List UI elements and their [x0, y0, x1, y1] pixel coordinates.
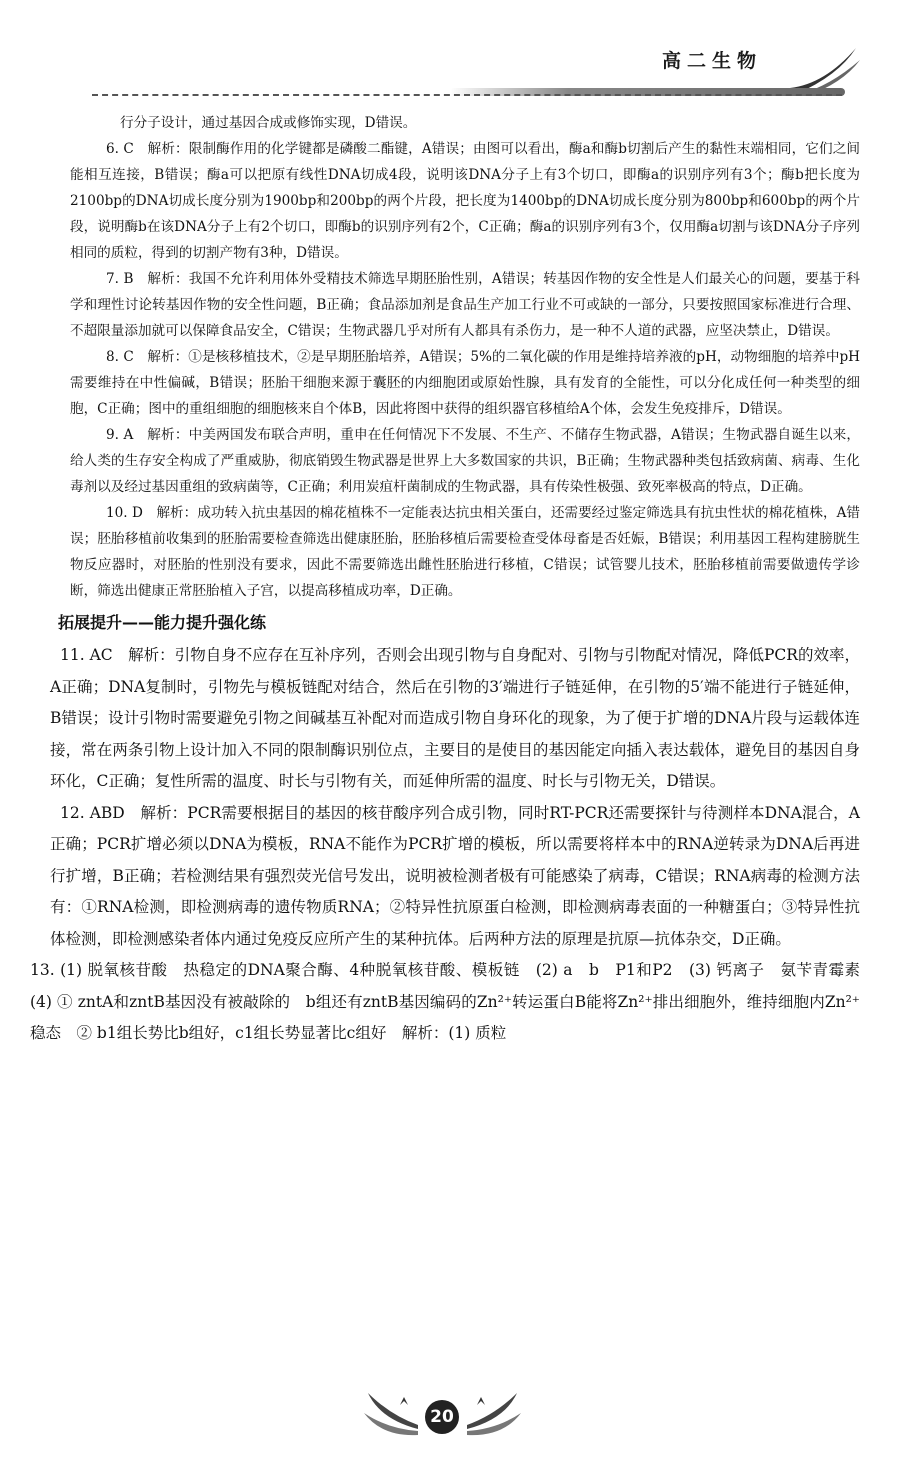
leaf-decoration-icon [465, 1385, 525, 1445]
page-footer [360, 1385, 540, 1445]
page-header [0, 38, 915, 98]
answer-8: 8. C 解析：①是核移植技术，②是早期胚胎培养，A错误；5%的二氧化碳的作用是维持培养液的pH，动物细胞的培养中pH需要维持在中性偏碱，B错误；胚胎干细胞来源于囊胚的内细胞团或原始性腺，具有发育的全能性，可以分化成任何一种类型的细胞，C正确；图中的重组细胞的细胞核来自个体B，因此将图中获得的组织器官移植给A个体，会发生免疫排斥，D错误。 [70, 349, 860, 417]
answer-content [30, 110, 876, 1050]
header-divider [92, 94, 842, 96]
answer-7: 7. B 解析：我国不允许利用体外受精技术筛选早期胚胎性别，A错误；转基因作物的安全性是人们最关心的问题，要基于科学和理性讨论转基因作物的安全性问题，B正确；食品添加剂是食品生产加工行业不可或缺的一部分，只要按照国家标准进行合理、不超限量添加就可以保障食品安全，C错误；生物武器几乎对所有人都具有杀伤力，是一种不人道的武器，应坚决禁止，D错误。 [70, 271, 860, 339]
answer-11: 11. AC 解析：引物自身不应存在互补序列，否则会出现引物与自身配对、引物与引物配对情况，降低PCR的效率，A正确；DNA复制时，引物先与模板链配对结合，然后在引物的3′端进行子链延伸，在引物的5′端不能进行子链延伸，B错误；设计引物时需要避免引物之间碱基互补配对而造成引物自身环化的现象，为了便于扩增的DNA片段与运载体连接，常在两条引物上设计加入不同的限制酶识别位点，主要目的是使目的基因能定向插入表达载体，避免目的基因自身环化，C正确；复性所需的温度、时长与引物有关，而延伸所需的温度、时长与引物无关，D错误。 [50, 646, 860, 790]
answer-12: 12. ABD 解析：PCR需要根据目的基因的核苷酸序列合成引物，同时RT-PCR还需要探针与待测样本DNA混合，A正确；PCR扩增必须以DNA为模板，RNA不能作为PCR扩增的模板，所以需要将样本中的RNA逆转录为DNA后再进行扩增，B正确；若检测结果有强烈荧光信号发出，说明被检测者极有可能感染了病毒，C错误；RNA病毒的检测方法有：①RNA检测，即检测病毒的遗传物质RNA；②特异性抗原蛋白检测，即检测病毒表面的一种糖蛋白；③特异性抗体检测，即检测感染者体内通过免疫反应所产生的某种抗体。后两种方法的原理是抗原—抗体杂交，D正确。 [50, 803, 860, 948]
answer-6: 6. C 解析：限制酶作用的化学键都是磷酸二酯键，A错误；由图可以看出，酶a和酶b切割后产生的黏性末端相同，它们之间能相互连接，B错误；酶a可以把原有线性DNA切成4段，说明该DNA分子上有3个切口，即酶a的识别序列有3个；酶b把长度为2100bp的DNA切成长度分别为1900bp和200bp的两个片段，把长度为1400bp的DNA切成长度分别为800bp和600bp的两个片段，说明酶b在该DNA分子上有2个切口，即酶b的识别序列有2个，C正确；酶a的识别序列有3个，仅用酶a切割与该DNA分子序列相同的质粒，得到的切割产物有3种，D错误。 [70, 141, 860, 261]
answer-9: 9. A 解析：中美两国发布联合声明，重申在任何情况下不发展、不生产、不储存生物武器，A错误；生物武器自诞生以来，给人类的生存安全构成了严重威胁，彻底销毁生物武器是世界上大多数国家的共识，B正确；生物武器种类包括致病菌、病毒、生化毒剂以及经过基因重组的致病菌等，C正确；利用炭疽杆菌制成的生物武器，具有传染性极强、致死率极高的特点，D正确。 [70, 427, 860, 495]
answer-13: 13. (1) 脱氧核苷酸 热稳定的DNA聚合酶、4种脱氧核苷酸、模板链 (2) a b P1和P2 (3) 钙离子 氨苄青霉素 (4) ① zntA和zntB基因没有被敲除的 b组还有zntB基因编码的Zn²⁺转运蛋白B能将Zn²⁺排出细胞外，维持细胞内Zn²⁺稳态 ② b1组长势比b组好，c1组长势显著比c组好 解析：(1) 质粒 [30, 961, 876, 1042]
answer-10: 10. D 解析：成功转入抗虫基因的棉花植株不一定能表达抗虫相关蛋白，还需要经过鉴定筛选具有抗虫性状的棉花植株，A错误；胚胎移植前收集到的胚胎需要检查筛选出健康胚胎，胚胎移植后需要检查受体母畜是否妊娠，B错误；利用基因工程构建膀胱生物反应器时，对胚胎的性别没有要求，因此不需要筛选出雌性胚胎进行移植，C错误；试管婴儿技术，胚胎移植前需要做遗传学诊断，筛选出健康正常胚胎植入子宫，以提高移植成功率，D正确。 [70, 505, 860, 599]
section-title: 拓展提升——能力提升强化练 [58, 613, 267, 632]
subject-title: 高二生物 [662, 50, 763, 72]
page-number: 20 [425, 1400, 459, 1434]
leaf-decoration-icon [360, 1385, 420, 1445]
paragraph-continued: 行分子设计，通过基因合成或修饰实现，D错误。 [120, 115, 417, 131]
